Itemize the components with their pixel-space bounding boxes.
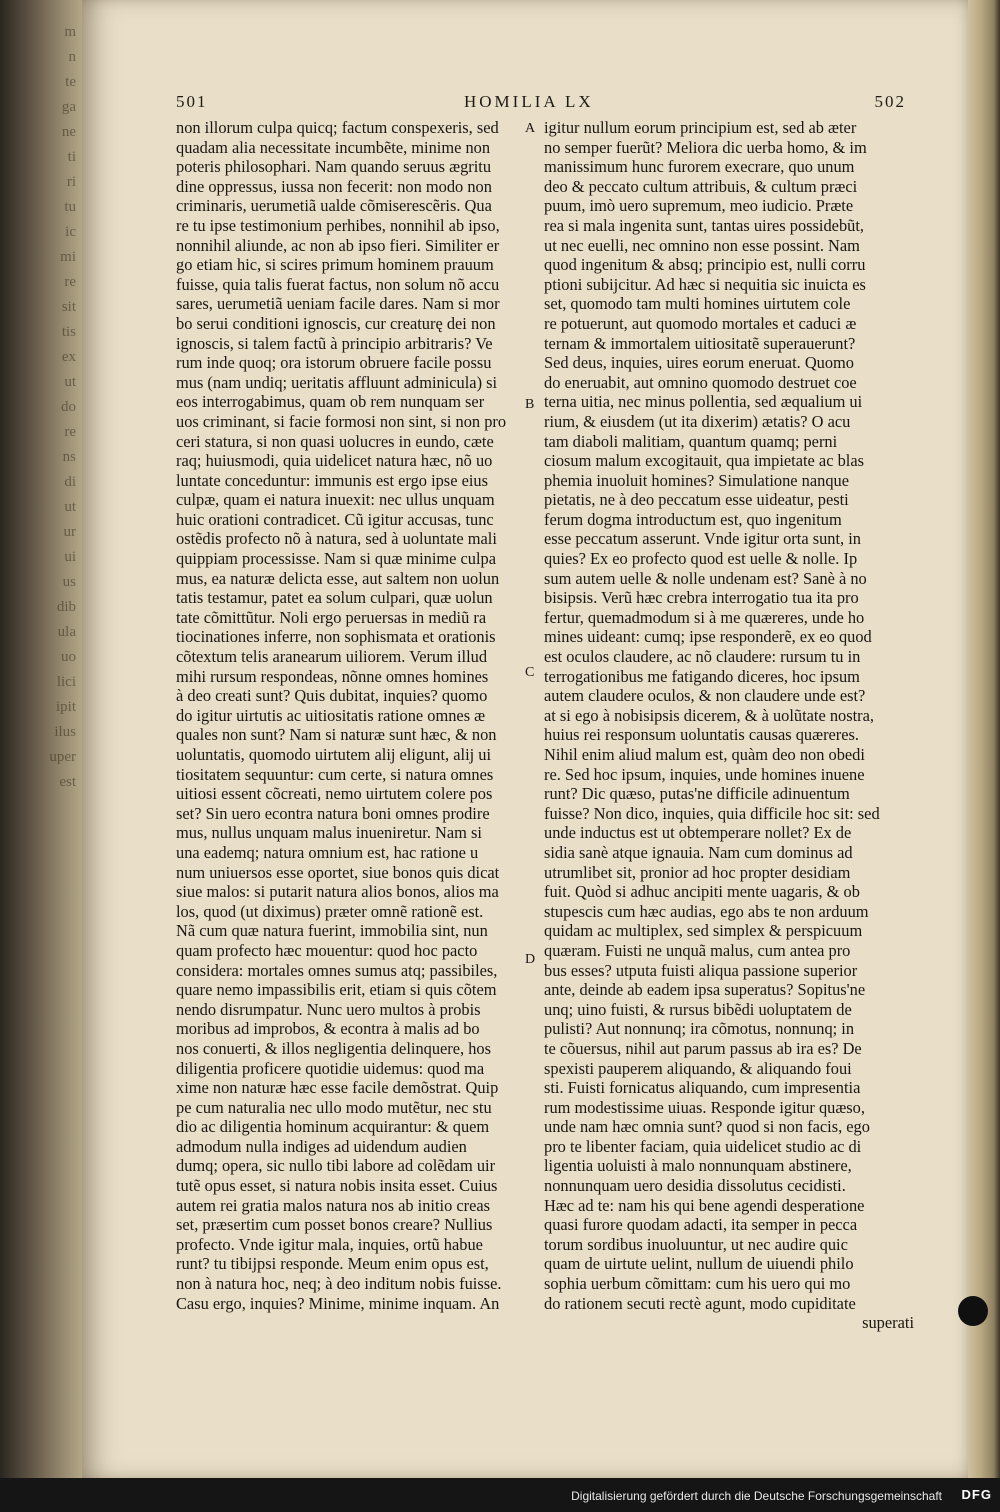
text-line: bisipsis. Verũ hæc crebra interrogatio tua ita pro xyxy=(544,588,859,608)
text-line: ut nec euelli, nec omnino non esse possint. Nam xyxy=(544,235,860,255)
text-line: phemia inuoluit homines? Simulatione nanque xyxy=(544,470,849,490)
margin-letter-b: B xyxy=(525,397,535,412)
text-line: rum inde quoq; ora istorum obruere facile possu xyxy=(176,353,492,373)
spine-fragment: ns xyxy=(62,449,76,465)
funding-notice: Digitalisierung gefördert durch die Deutsche Forschungsgemeinschaft xyxy=(571,1489,942,1503)
text-line: sophia uerbum cõmittam: cum his uero qui mo xyxy=(544,1274,851,1294)
text-line: quare nemo impassibilis erit, etiam si quis cõtem xyxy=(176,980,497,1000)
text-line: profecto. Vnde igitur mala, inquies, ortũ habue xyxy=(176,1234,483,1254)
text-line: pro te libenter faciam, quia uidelicet studio ac di xyxy=(544,1136,862,1156)
text-line: te cõuersus, nihil aut parum passus ab ira es? De xyxy=(544,1038,862,1058)
text-line: quales non sunt? Nam si naturæ sunt hæc, & non xyxy=(176,725,497,745)
spine-fragment: ut xyxy=(64,499,76,515)
spine-fragment: tu xyxy=(64,199,76,215)
text-line: set, quomodo tam multi homines uirtutem cole xyxy=(544,294,851,314)
spine-fragment: ur xyxy=(63,524,76,540)
text-line: diligentia proficere quotidie uidemus: quod ma xyxy=(176,1058,485,1078)
text-line: dio ac diligentia hominum acquirantur: & quem xyxy=(176,1117,490,1137)
text-line: xime non naturæ hæc esse facile demõstrat. Quip xyxy=(176,1078,499,1098)
text-line: sidia sanè atque ignauia. Nam cum dominus ad xyxy=(544,842,853,862)
page-number-left: 501 xyxy=(176,92,208,111)
text-line: tutẽ opus esset, si natura nobis insita esset. Cuius xyxy=(176,1176,498,1196)
text-line: manissimum hunc furorem execrare, quo unum xyxy=(544,157,855,177)
text-line: quies? Ex eo profecto quod est uelle & nolle. Ip xyxy=(544,549,858,569)
text-line: num uniuersos esse oportet, siue bonos quis dicat xyxy=(176,862,500,882)
spine-fragment: ilus xyxy=(54,724,76,740)
text-line: unde inductus est ut obtemperare nollet? Ex de xyxy=(544,823,852,843)
text-line: huius rei responsum uoluntatis causas quæreres. xyxy=(544,725,860,745)
text-line: rum modestissime uiuas. Responde igitur quæso, xyxy=(544,1097,865,1117)
text-column-right xyxy=(544,118,914,1333)
text-line: nonnunquam uero desidia dissolutus cecidisti. xyxy=(544,1176,846,1196)
spine-fragment: ic xyxy=(65,224,76,240)
text-line: uoluntatis, quomodo uirtutem alij eligunt, alij ui xyxy=(176,745,492,764)
text-line: sares, uerumetiã ueniam facile dares. Nam si mor xyxy=(176,294,500,314)
text-line: mus, nullus unquam malus inueniretur. Nam si xyxy=(176,823,482,843)
text-line: ostẽdis profecto nõ à natura, sed à uoluntate mali xyxy=(176,529,497,549)
text-line: mus (nam undiq; ueritatis affluunt adminicula) si xyxy=(176,372,498,392)
book-page xyxy=(82,0,968,1478)
text-line: quadam alia necessitate incumbẽte, minime non xyxy=(176,137,491,157)
text-line: culpæ, quam ei natura inuexit: nec ullus unquam xyxy=(176,490,495,510)
spine-fragment: ne xyxy=(61,124,76,140)
text-line: bo serui conditioni ignoscis, cur creaturę dei non xyxy=(176,313,496,333)
text-line: fuit. Quòd si adhuc ancipiti mente uagaris, & ob xyxy=(544,882,860,902)
spine-fragment: sit xyxy=(61,299,76,315)
spine-fragment: do xyxy=(61,399,76,415)
text-line: torum sordibus inuoluuntur, ut nec audire quic xyxy=(544,1234,848,1254)
text-line: runt? Dic quæso, putas'ne difficile adinuentum xyxy=(544,784,850,804)
text-line: rium, & eiusdem (ut ita dixerim) ætatis? O acu xyxy=(544,411,851,431)
text-line: runt? tu tibijpsi responde. Meum enim opus est, xyxy=(176,1254,489,1274)
text-line: ignoscis, si talem factũ à principio arbitraris? Ve xyxy=(176,333,493,353)
spine-fragment: mi xyxy=(60,249,76,265)
spine-fragment: ex xyxy=(61,349,76,365)
spine-fragment: us xyxy=(62,574,76,590)
running-header xyxy=(176,92,906,114)
spine-fragment: ut xyxy=(64,374,76,390)
spine-fragment: uo xyxy=(61,649,76,665)
text-line: quam de uirtute uelint, nullum de uiuendi philo xyxy=(544,1254,854,1274)
text-line: set, præsertim cum posset bonos creare? Nullius xyxy=(176,1215,493,1235)
facing-page-fragments xyxy=(6,20,76,1420)
text-line: at si ego à nobisipsis dicerem, & à uolũtate nostra, xyxy=(544,705,875,725)
text-line: quam profecto hæc mouentur: quod hoc pacto xyxy=(176,940,478,960)
text-line: pietatis, ne à deo peccatum esse uideatur, pesti xyxy=(544,490,849,510)
text-line: ante, deinde ab eadem ipsa superatus? Sopitus'ne xyxy=(544,980,866,1000)
spine-fragment: lici xyxy=(56,674,76,690)
margin-letter-c: C xyxy=(525,665,535,680)
spine-fragment: te xyxy=(65,74,76,90)
text-line: dine oppressus, iussa non fecerit: non modo non xyxy=(176,176,492,196)
text-line: Nihil enim aliud malum est, quàm deo non obedi xyxy=(544,745,865,764)
text-line: ferum dogma introductum est, quo ingenitum xyxy=(544,509,842,529)
text-line: luntate conceduntur: immunis est ergo ipse eius xyxy=(176,470,488,490)
text-line: ligentia uoluisti à malo nonnunquam abstinere, xyxy=(544,1156,852,1176)
text-line: autem claudere oculos, & non claudere unde est? xyxy=(544,686,866,706)
text-line: criminaris, uerumetiã ualde cõmiserescẽris. Qua xyxy=(176,196,492,216)
text-line: no semper fuerũt? Meliora dic uerba homo, & im xyxy=(544,137,867,157)
text-line: fuisse? Non dico, inquies, quia difficile hoc sit: sed xyxy=(544,803,880,823)
text-line: sum autem uelle & nolle undenam est? Sanè à no xyxy=(544,568,867,588)
text-line: bus esses? utputa fuisti aliqua passione superior xyxy=(544,960,858,980)
text-line: tiositatem sequuntur: cum certe, si natura omnes xyxy=(176,764,494,784)
text-line: stupescis cum hæc audias, ego abs te non arduum xyxy=(544,901,869,921)
text-line: pulisti? Aut nonnunq; ira cõmotus, nonnunq; in xyxy=(544,1019,855,1039)
text-line: huic orationi contradicet. Cũ igitur accusas, tunc xyxy=(176,509,494,529)
text-line: go etiam hic, si scires primum hominem prauum xyxy=(176,255,494,275)
text-line: fertur, quemadmodum si à me quæreres, unde ho xyxy=(544,607,865,627)
spine-fragment: tis xyxy=(61,324,76,340)
text-line: Sed deus, inquies, uires eorum eneruat. Quomo xyxy=(544,353,854,373)
text-line: ceri statura, si non quasi uolucres in eundo, cæte xyxy=(176,431,494,451)
spine-fragment: re xyxy=(64,424,76,440)
text-line: igitur nullum eorum principium est, sed ab æter xyxy=(544,118,857,137)
text-line: moribus ad improbos, & econtra à malis ad bo xyxy=(176,1019,480,1039)
text-line: do rationem secuti rectè agunt, modo cupiditate xyxy=(544,1293,856,1313)
digitization-footer xyxy=(0,1478,1000,1512)
text-line: raq; huiusmodi, quia uidelicet natura hæc, nõ uo xyxy=(176,451,493,471)
text-line: unq; uino fuisti, & rursus bibẽdi uoluptatem de xyxy=(544,999,852,1019)
dfg-logo: DFG xyxy=(961,1487,992,1502)
spine-fragment: ui xyxy=(64,549,76,565)
text-line: ciosum malum excogitauit, qua impietate ac blas xyxy=(544,451,864,471)
text-line: una eademq; natura omnium est, hac ratione u xyxy=(176,842,479,862)
text-line: sti. Fuisti fornicatus aliquando, cum impresentia xyxy=(544,1078,861,1098)
text-line: non à natura hoc, neq; à deo inditum nobis fuisse. xyxy=(176,1274,502,1294)
text-line: tate cõmittũtur. Noli ergo peruersas in mediũ ra xyxy=(176,607,487,627)
text-line: poteris philosophari. Nam quando seruus ægritu xyxy=(176,157,492,177)
text-line: Casu ergo, inquies? Minime, minime inquam. An xyxy=(176,1293,500,1313)
text-line: do igitur uirtutis ac uitiositatis ratione omnes æ xyxy=(176,705,486,725)
text-line: autem rei gratia malos natura nos ab initio creas xyxy=(176,1195,491,1215)
spine-fragment: n xyxy=(68,49,76,65)
text-line: Hæc ad te: nam his qui bene agendi desperatione xyxy=(544,1195,865,1215)
text-line: superati xyxy=(862,1313,914,1333)
spine-fragment: uper xyxy=(49,749,76,765)
text-line: tam diaboli malitiam, quantum quamq; perni xyxy=(544,431,838,451)
text-line: est oculos claudere, ac nõ claudere: rursum tu in xyxy=(544,647,861,667)
text-line: mines uideant: cumq; ipse responderẽ, ex eo quod xyxy=(544,627,872,647)
text-line: spexisti pauperem aliquando, & aliquando foui xyxy=(544,1058,852,1078)
text-line: cõtextum telis aranearum uiliorem. Verum illud xyxy=(176,647,488,667)
text-line: uos criminant, si facie formosi non sint, si non pro xyxy=(176,411,507,431)
text-line: fuisse, quia talis fuerat factus, non solum nõ accu xyxy=(176,274,500,294)
text-line: non illorum culpa quicq; factum conspexeris, sed xyxy=(176,118,499,137)
spine-fragment: ipit xyxy=(55,699,76,715)
text-line: puum, imò uero supremum, meo iudicio. Præte xyxy=(544,196,854,216)
text-line: terrogationibus me fatigando diceres, hoc ipsum xyxy=(544,666,860,686)
text-line: Nã cum quæ natura fuerint, immobilia sint, nun xyxy=(176,921,488,941)
text-line: deo & peccato cultum attribuis, & cultum præci xyxy=(544,176,858,196)
facing-page-edge xyxy=(0,0,82,1480)
page-block-edge xyxy=(968,0,1000,1478)
text-line: los, quod (ut diximus) præter omnẽ rationẽ est. xyxy=(176,901,484,921)
spine-fragment: dib xyxy=(56,599,76,615)
text-line: uitiosi essent cõcreati, nemo uirtutem colere pos xyxy=(176,784,493,804)
text-line: tiocinationes inferre, non sophismata et orationis xyxy=(176,627,496,647)
text-line: rea si mala ingenita sunt, tantas uires possidebũt, xyxy=(544,215,865,235)
text-line: dumq; opera, sic nullo tibi labore ad colẽdam uir xyxy=(176,1156,496,1176)
text-line: nonnihil aliunde, ac non ab ipso fieri. Similiter er xyxy=(176,235,500,255)
text-line: re tu ipse testimonium perhibes, nonnihil ab ipso, xyxy=(176,215,500,235)
text-line: quod ingenitum & absq; principio est, nulli corru xyxy=(544,255,866,275)
spine-fragment: m xyxy=(64,24,76,40)
text-line: do eneruabit, aut omnino quomodo destruet coe xyxy=(544,372,857,392)
text-line: quidam ac multiplex, sed simplex & perspicuum xyxy=(544,921,863,941)
text-line: quæram. Fuisti ne unquã malus, cum antea pro xyxy=(544,940,851,960)
text-line: unde nam hæc omnia sunt? quod si non facis, ego xyxy=(544,1117,870,1137)
text-line: re. Sed hoc ipsum, inquies, unde homines inuene xyxy=(544,764,865,784)
text-line: pe cum naturalia nec ullo modo mutẽtur, nec stu xyxy=(176,1097,492,1117)
text-line: à deo creati sunt? Quis dubitat, inquies? quomo xyxy=(176,686,488,706)
spine-fragment: ri xyxy=(66,174,76,190)
text-line: considera: mortales omnes sumus atq; passibiles, xyxy=(176,960,498,980)
text-line: nos conuerti, & illos negligentia delinquere, hos xyxy=(176,1038,491,1058)
text-line: nendo disrumpatur. Nunc uero multos à probis xyxy=(176,999,481,1019)
text-line: mihi rursum respondeas, nõnne omnes homines xyxy=(176,666,489,686)
scanner-clip xyxy=(958,1296,988,1326)
spine-fragment: di xyxy=(64,474,76,490)
text-line: siue malos: si putarit natura alios bonos, alios ma xyxy=(176,882,499,902)
text-line: quippiam processisse. Nam si quæ minime culpa xyxy=(176,549,497,569)
text-line: ptioni subijcitur. Ad hæc si nequitia sic inuicta es xyxy=(544,274,866,294)
spine-fragment: ga xyxy=(61,99,76,115)
spine-fragment: re xyxy=(64,274,76,290)
text-line: utrumlibet sit, pronior ad hoc propter desidiam xyxy=(544,862,851,882)
text-line: quasi furore quodam adacti, ita semper in pecca xyxy=(544,1215,858,1235)
text-line: re potuerunt, aut quomodo mortales et caduci æ xyxy=(544,313,857,333)
spine-fragment: ti xyxy=(67,149,76,165)
spine-fragment: ula xyxy=(57,624,76,640)
margin-letter-d: D xyxy=(525,952,536,967)
spine-fragment: est xyxy=(59,774,76,790)
text-column-left xyxy=(176,118,528,1313)
text-line: terna uitia, nec minus pollentia, sed æqualium ui xyxy=(544,392,863,412)
text-line: ternam & immortalem uitiositatẽ superauerunt? xyxy=(544,333,856,353)
text-line: tatis testamur, patet ea solum culpari, quæ uolun xyxy=(176,588,493,608)
text-line: mus, ea naturæ delicta esse, aut saltem non uolun xyxy=(176,568,500,588)
page-number-right: 502 xyxy=(874,92,906,111)
text-line: admodum nulla indiges ad uidendum audien xyxy=(176,1136,467,1156)
text-line: set? Sin uero econtra natura boni omnes prodire xyxy=(176,803,490,823)
margin-letter-a: A xyxy=(525,121,536,136)
text-line: eos interrogabimus, quam ob rem nunquam ser xyxy=(176,392,485,412)
text-line: esse peccatum asserunt. Vnde igitur orta sunt, in xyxy=(544,529,861,549)
running-title: HOMILIA LX xyxy=(464,92,594,111)
